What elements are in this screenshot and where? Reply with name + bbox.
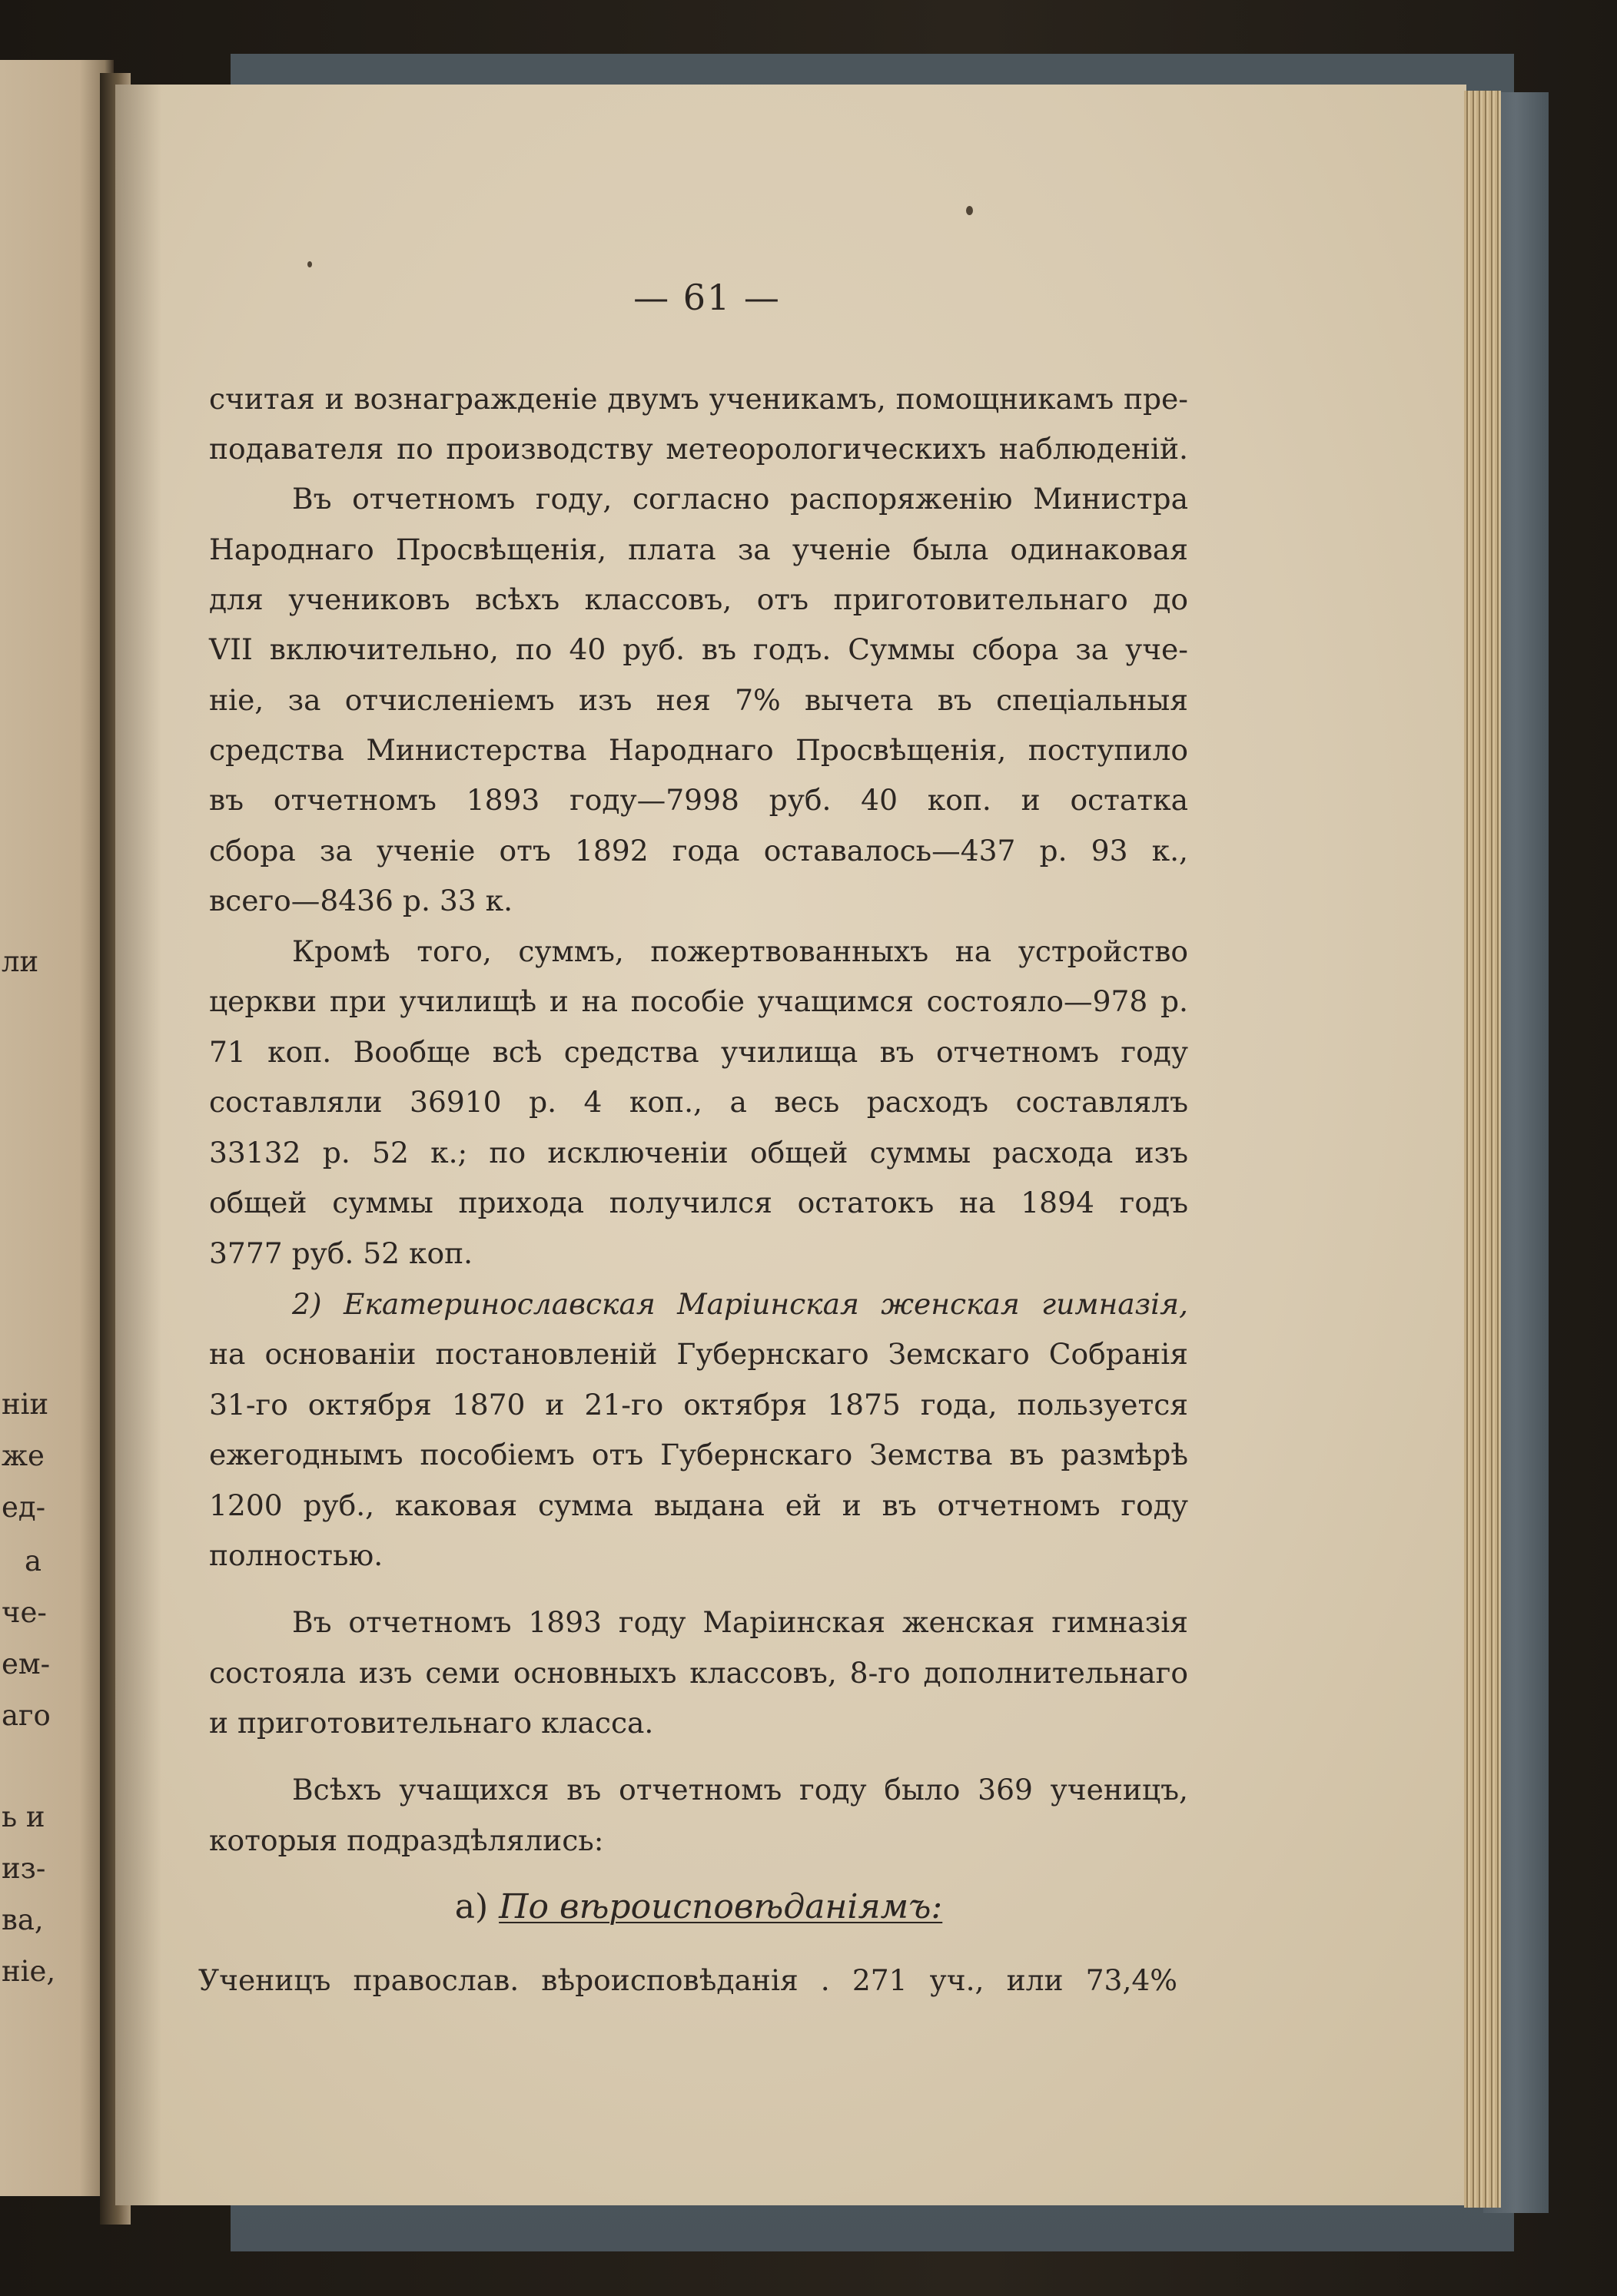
text-line: полностью. — [209, 1538, 383, 1572]
text-line: 33132 р. 52 к.; по исключеніи общей суммы расхода изъ — [209, 1136, 1188, 1170]
ink-speck — [307, 261, 312, 267]
spine-shadow — [115, 85, 161, 2205]
text-line: которыя подраздѣлялись: — [209, 1823, 604, 1857]
left-page-fragment: ли — [2, 945, 39, 978]
page-number: — 61 — — [633, 277, 781, 318]
text-line: ежегоднымъ пособіемъ отъ Губернскаго Земства въ размѣрѣ — [209, 1438, 1188, 1471]
section-heading-prefix: а) — [454, 1887, 489, 1926]
left-page-fragment: ва, — [2, 1903, 44, 1936]
text-line: и приготовительнаго класса. — [209, 1706, 654, 1740]
text-line: всего—8436 р. 33 к. — [209, 884, 513, 917]
left-page-fragment: ем- — [2, 1647, 51, 1681]
text-line: составляли 36910 р. 4 коп., а весь расходъ составлялъ — [209, 1085, 1188, 1119]
text-line: Всѣхъ учащихся въ отчетномъ году было 369 ученицъ, — [292, 1773, 1188, 1807]
left-page-fragment: ед- — [2, 1491, 46, 1524]
text-line: Кромѣ того, суммъ, пожертвованныхъ на устройство — [292, 934, 1188, 968]
section-heading — [209, 1883, 1188, 1932]
text-line: сбора за ученіе отъ 1892 года оставалось—437 р. 93 к., — [209, 834, 1188, 868]
text-line: на основаніи постановленій Губернскаго Земскаго Собранія — [209, 1337, 1188, 1371]
text-line: въ отчетномъ 1893 году—7998 руб. 40 коп. и остатка — [209, 783, 1188, 817]
page-edges — [1464, 91, 1501, 2208]
text-line: Народнаго Просвѣщенія, плата за ученіе была одинаковая — [209, 533, 1188, 566]
text-line: считая и вознагражденіе двумъ ученикамъ, помощникамъ пре- — [209, 382, 1188, 416]
text-line: ніе, за отчисленіемъ изъ нея 7% вычета въ спеціальныя — [209, 683, 1188, 717]
text-line: Ученицъ православ. вѣроисповѣданія . 271 уч., или 73,4% — [198, 1963, 1177, 1997]
text-line: подавателя по производству метеорологическихъ наблюденій. — [209, 432, 1188, 466]
left-page-fragment: же — [2, 1439, 45, 1472]
text-line: 1200 руб., каковая сумма выдана ей и въ отчетномъ году — [209, 1488, 1188, 1522]
left-page-fragment: ь и — [2, 1800, 45, 1833]
text-line: средства Министерства Народнаго Просвѣщенія, поступило — [209, 733, 1188, 767]
text-line: Въ отчетномъ 1893 году Маріинская женская гимназія — [292, 1605, 1188, 1639]
text-line: 71 коп. Вообще всѣ средства училища въ отчетномъ году — [209, 1035, 1188, 1069]
text-line: состояла изъ семи основныхъ классовъ, 8-го дополнительнаго — [209, 1656, 1188, 1690]
left-page-fragment: ніи — [2, 1388, 49, 1421]
left-page-fragment: ніе, — [2, 1955, 56, 1988]
left-page-fragment: а — [25, 1544, 42, 1578]
text-line: 3777 руб. 52 коп. — [209, 1236, 473, 1270]
text-line: для учениковъ всѣхъ классовъ, отъ приготовительнаго до — [209, 582, 1188, 616]
text-line: VII включительно, по 40 руб. въ годъ. Суммы сбора за уче- — [209, 632, 1188, 666]
left-page-fragment: из- — [2, 1852, 46, 1885]
section-heading-title: По вѣроисповѣданіямъ: — [499, 1887, 943, 1926]
text-line: 2) Екатеринославская Маріинская женская гимназія, — [292, 1287, 1188, 1321]
text-line: общей суммы прихода получился остатокъ на 1894 годъ — [209, 1186, 1188, 1219]
text-line: Въ отчетномъ году, согласно распоряженію Министра — [292, 482, 1188, 516]
left-page-fragment: аго — [2, 1699, 51, 1732]
ink-speck — [966, 206, 973, 215]
text-line: 31-го октября 1870 и 21-го октября 1875 года, пользуется — [209, 1388, 1188, 1422]
text-line: церкви при училищѣ и на пособіе учащимся состояло—978 р. — [209, 984, 1188, 1018]
left-page-fragment: че- — [2, 1596, 47, 1629]
